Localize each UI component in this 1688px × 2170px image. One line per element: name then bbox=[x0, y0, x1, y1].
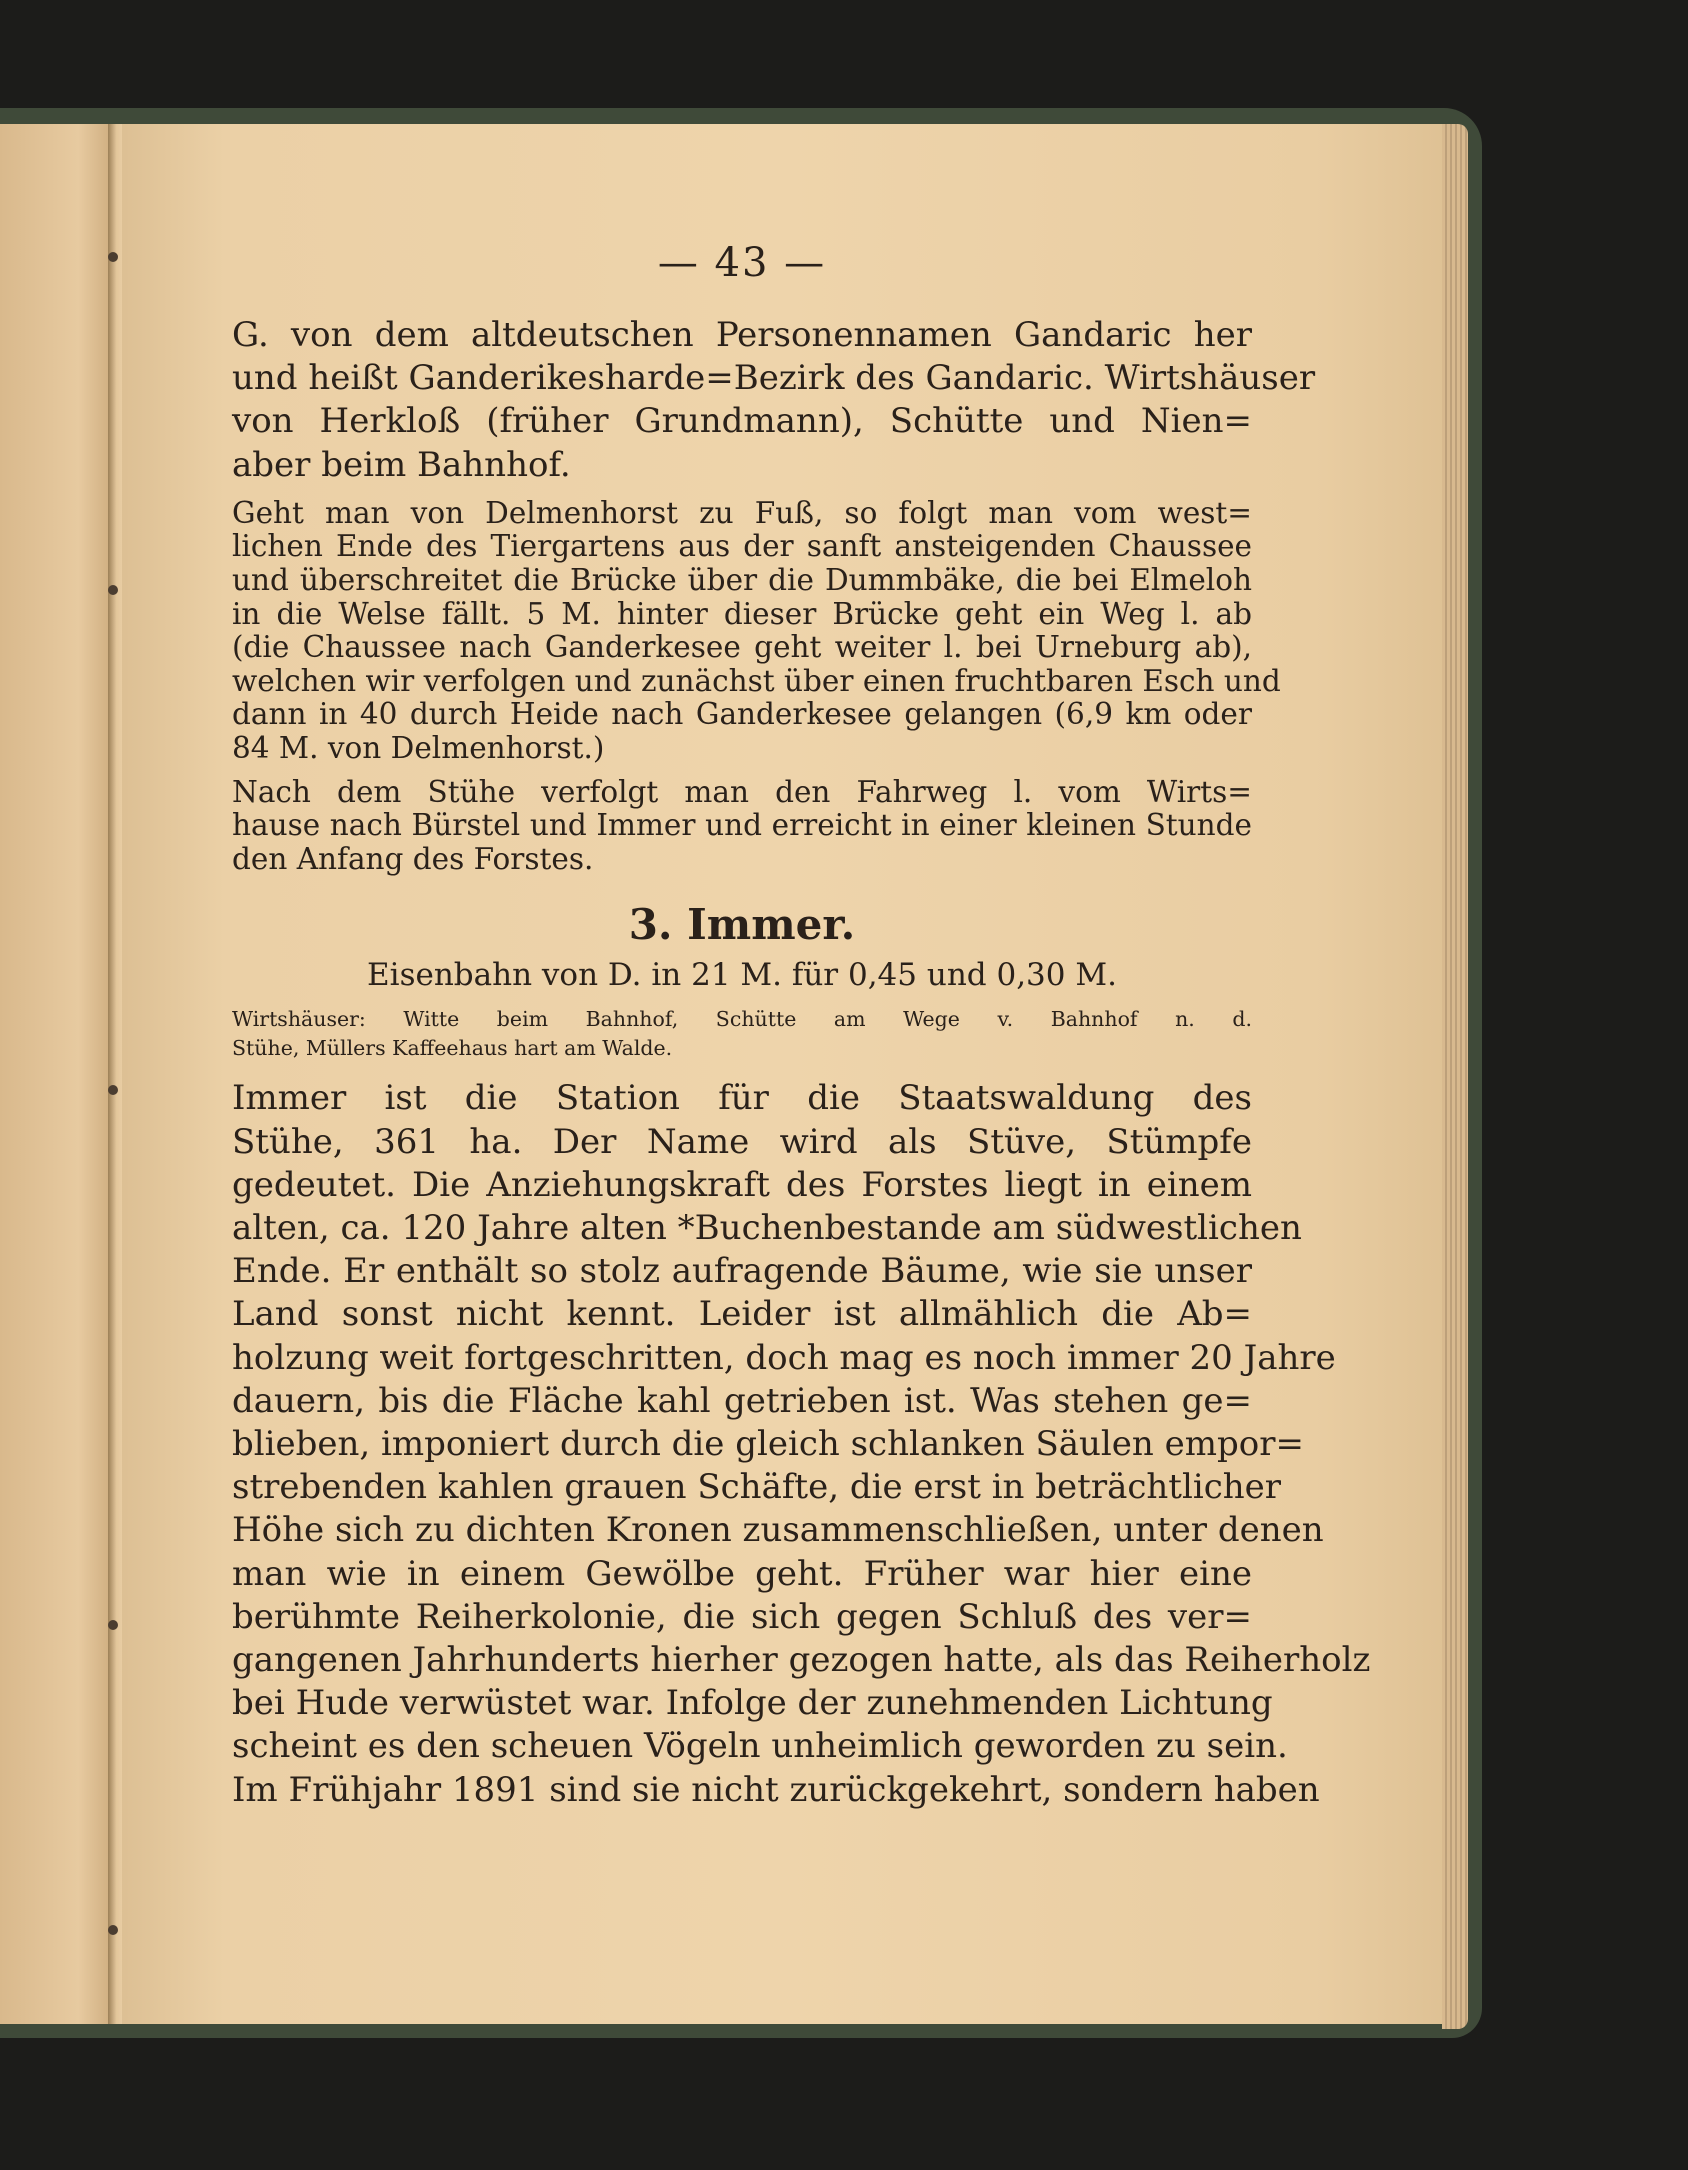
binding-stitch bbox=[108, 1085, 118, 1095]
page-number: — 43 — bbox=[657, 240, 827, 286]
text-line: Geht man von Delmenhorst zu Fuß, so folgt man vom west= bbox=[232, 495, 1252, 530]
text-line: dauern, bis die Fläche kahl getrieben ist. Was stehen ge= bbox=[232, 1380, 1252, 1421]
binding-stitch bbox=[108, 585, 118, 595]
text-line: dann in 40 durch Heide nach Ganderkesee gelangen (6,9 km oder bbox=[232, 697, 1252, 732]
text-line: Nach dem Stühe verfolgt man den Fahrweg l. vom Wirts= bbox=[232, 774, 1252, 809]
binding-thread-marks bbox=[106, 240, 122, 1960]
paragraph-3 bbox=[232, 776, 1252, 877]
text-line: blieben, imponiert durch die gleich schlanken Säulen empor= bbox=[232, 1423, 1304, 1464]
binding-stitch bbox=[108, 252, 118, 262]
text-line: Wirtshäuser: Witte beim Bahnhof, Schütte am Wege v. Bahnhof n. d. bbox=[232, 1007, 1252, 1032]
page-text bbox=[232, 240, 1371, 1812]
text-line: Land sonst nicht kennt. Leider ist allmählich die Ab= bbox=[232, 1294, 1252, 1335]
text-line: Immer ist die Station für die Staatswaldung des bbox=[232, 1078, 1252, 1119]
text-line: G. von dem altdeutschen Personennamen Gandaric her bbox=[232, 315, 1252, 355]
text-line: in die Welse fällt. 5 M. hinter dieser Brücke geht ein Weg l. ab bbox=[232, 596, 1252, 631]
text-line: berühmte Reiherkolonie, die sich gegen Schluß des ver= bbox=[232, 1596, 1252, 1637]
text-line: hause nach Bürstel und Immer und erreicht in einer kleinen Stunde bbox=[232, 808, 1252, 843]
text-line: holzung weit fortgeschritten, doch mag es noch immer 20 Jahre bbox=[232, 1337, 1336, 1378]
text-line: Ende. Er enthält so stolz aufragende Bäume, wie sie unser bbox=[232, 1251, 1252, 1292]
text-line: (die Chaussee nach Ganderkesee geht weiter l. bei Urneburg ab), bbox=[232, 630, 1252, 665]
text-line: Stühe, Müllers Kaffeehaus hart am Walde. bbox=[232, 1036, 673, 1061]
inns-note bbox=[232, 1005, 1252, 1063]
text-line: strebenden kahlen grauen Schäfte, die erst in beträchtlicher bbox=[232, 1467, 1282, 1508]
text-line: gedeutet. Die Anziehungskraft des Forstes liegt in einem bbox=[232, 1164, 1252, 1205]
binding-stitch bbox=[108, 1620, 118, 1630]
paragraph-1 bbox=[232, 314, 1316, 487]
section-heading: 3. Immer. bbox=[628, 900, 856, 950]
text-line: lichen Ende des Tiergartens aus der sanft ansteigenden Chaussee bbox=[232, 529, 1252, 564]
text-line: alten, ca. 120 Jahre alten *Buchenbestande am südwestlichen bbox=[232, 1207, 1302, 1248]
left-page bbox=[0, 124, 112, 2024]
text-line: gangenen Jahrhunderts hierher gezogen hatte, als das Reiherholz bbox=[232, 1639, 1371, 1680]
text-line: bei Hude verwüstet war. Infolge der zunehmenden Lichtung bbox=[232, 1683, 1273, 1724]
text-line: scheint es den scheuen Vögeln unheimlich geworden zu sein. bbox=[232, 1726, 1288, 1767]
rail-info: Eisenbahn von D. in 21 M. für 0,45 und 0,30 M. bbox=[367, 957, 1117, 994]
text-line: und heißt Ganderikesharde=Bezirk des Gandaric. Wirtshäuser bbox=[232, 358, 1316, 399]
text-line: man wie in einem Gewölbe geht. Früher war hier eine bbox=[232, 1553, 1252, 1594]
paragraph-2 bbox=[232, 495, 1281, 766]
text-line: von Herkloß (früher Grundmann), Schütte und Nien= bbox=[232, 401, 1252, 442]
text-line: aber beim Bahnhof. bbox=[232, 444, 571, 485]
text-line: Stühe, 361 ha. Der Name wird als Stüve, Stümpfe bbox=[232, 1121, 1252, 1162]
binding-stitch bbox=[108, 1925, 118, 1935]
paragraph-4 bbox=[232, 1077, 1371, 1811]
text-line: den Anfang des Forstes. bbox=[232, 841, 594, 876]
text-line: 84 M. von Delmenhorst.) bbox=[232, 730, 605, 765]
text-line: Im Frühjahr 1891 sind sie nicht zurückgekehrt, sondern haben bbox=[232, 1769, 1320, 1810]
text-line: und überschreitet die Brücke über die Dummbäke, die bei Elmeloh bbox=[232, 563, 1252, 597]
text-line: welchen wir verfolgen und zunächst über einen fruchtbaren Esch und bbox=[232, 663, 1281, 698]
page-edge bbox=[1442, 124, 1468, 2029]
text-line: Höhe sich zu dichten Kronen zusammenschließen, unter denen bbox=[232, 1510, 1324, 1551]
